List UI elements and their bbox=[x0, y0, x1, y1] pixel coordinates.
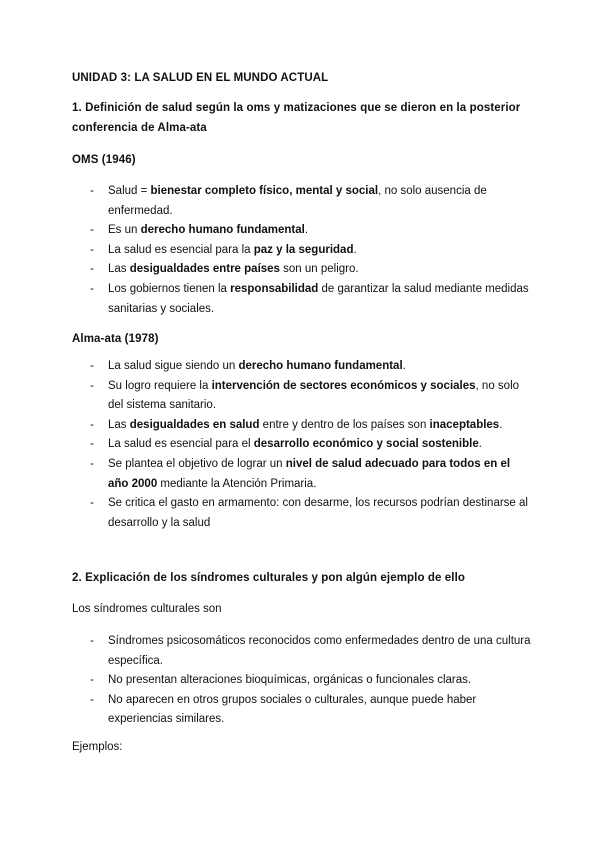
list-item bbox=[72, 494, 532, 533]
list-item-text bbox=[108, 283, 529, 315]
list-item bbox=[72, 280, 532, 319]
list-item bbox=[72, 260, 532, 280]
list-item bbox=[72, 455, 532, 494]
list-item bbox=[72, 221, 532, 241]
bold-text: desigualdades entre países bbox=[129, 263, 280, 276]
bullet-dash: - bbox=[90, 457, 94, 470]
bullet-dash: - bbox=[90, 282, 94, 295]
text-run: Las bbox=[108, 418, 130, 431]
text-run: de garantizar la salud mediante medidas sanitarias y sociales. bbox=[108, 282, 529, 315]
question-1-title bbox=[72, 98, 542, 138]
bullet-dash: - bbox=[90, 438, 94, 451]
unit-title: UNIDAD 3: LA SALUD EN EL MUNDO ACTUAL bbox=[72, 72, 329, 84]
list-item-text bbox=[108, 674, 471, 686]
list-item-text bbox=[108, 458, 510, 490]
list-item-text bbox=[108, 419, 502, 431]
text-run: Su logro requiere la bbox=[108, 379, 212, 392]
text-run: , no solo del sistema sanitario. bbox=[108, 379, 520, 412]
text-run: . bbox=[353, 243, 357, 256]
bold-text: bienestar completo físico, mental y social bbox=[150, 185, 379, 197]
bullet-dash: - bbox=[90, 379, 94, 392]
bullet-dash: - bbox=[90, 360, 94, 372]
bold-text: inaceptables bbox=[429, 418, 500, 431]
list-item bbox=[72, 691, 532, 730]
text-run: La salud es esencial para el bbox=[108, 438, 254, 451]
bullet-dash: - bbox=[90, 418, 94, 431]
text-run: Se plantea el objetivo de lograr un bbox=[108, 457, 286, 470]
cultural-syndromes-intro: Los síndromes culturales son bbox=[72, 603, 222, 615]
text-run: . bbox=[499, 418, 503, 431]
bold-text: desigualdades en salud bbox=[129, 418, 260, 431]
bold-text: derecho humano fundamental bbox=[140, 224, 305, 237]
almaata-list bbox=[72, 357, 532, 533]
text-run: , no solo ausencia de enfermedad. bbox=[108, 185, 487, 217]
list-item-text bbox=[108, 185, 487, 217]
text-run: Los gobiernos tienen la bbox=[108, 282, 231, 295]
question-2-title: 2. Explicación de los síndromes culturales y pon algún ejemplo de ello bbox=[72, 572, 465, 584]
bold-text: responsabilidad bbox=[230, 282, 319, 295]
text-run: . bbox=[402, 360, 406, 372]
list-item-text bbox=[108, 224, 308, 236]
cultural-syndromes-list bbox=[72, 632, 532, 730]
bullet-dash: - bbox=[90, 497, 94, 510]
text-run: Es un bbox=[108, 224, 141, 237]
bullet-dash: - bbox=[90, 635, 94, 647]
list-item bbox=[72, 357, 532, 377]
bold-text: nivel de salud adecuado para todos en el año 2000 bbox=[108, 457, 511, 490]
list-item-text bbox=[108, 263, 359, 275]
list-item-text bbox=[108, 694, 476, 726]
bullet-dash: - bbox=[90, 263, 94, 276]
list-item-text bbox=[108, 244, 357, 256]
list-item-text bbox=[108, 438, 482, 450]
list-item bbox=[72, 671, 532, 691]
text-run: La salud es esencial para la bbox=[108, 243, 254, 256]
question-1-title-line-1: 1. Definición de salud según la oms y matizaciones que se dieron en la posterior bbox=[72, 102, 521, 114]
bullet-dash: - bbox=[90, 185, 94, 197]
list-item bbox=[72, 241, 532, 261]
list-item bbox=[72, 182, 532, 221]
text-run: . bbox=[478, 438, 482, 451]
bullet-dash: - bbox=[90, 224, 94, 237]
list-item-text bbox=[108, 380, 519, 412]
oms-heading: OMS (1946) bbox=[72, 154, 136, 166]
bullet-dash: - bbox=[90, 674, 94, 687]
text-run: Síndromes psicosomáticos reconocidos como enfermedades dentro de una cultura específica. bbox=[108, 635, 531, 667]
bullet-dash: - bbox=[90, 243, 94, 256]
question-1-title-line-2: conferencia de Alma-ata bbox=[72, 122, 207, 134]
examples-label: Ejemplos: bbox=[72, 741, 123, 753]
almaata-heading: Alma-ata (1978) bbox=[72, 333, 159, 345]
list-item bbox=[72, 632, 532, 671]
bold-text: desarrollo económico y social sostenible bbox=[253, 438, 479, 451]
text-run: No presentan alteraciones bioquímicas, orgánicas o funcionales claras. bbox=[108, 674, 472, 687]
bold-text: derecho humano fundamental bbox=[238, 360, 403, 372]
text-run: La salud sigue siendo un bbox=[108, 360, 239, 372]
text-run: Las bbox=[108, 263, 130, 276]
list-item bbox=[72, 435, 532, 455]
text-run: mediante la Atención Primaria. bbox=[157, 477, 317, 490]
oms-list bbox=[72, 182, 532, 319]
bold-text: paz y la seguridad bbox=[253, 243, 354, 256]
bold-text: intervención de sectores económicos y sociales bbox=[211, 379, 476, 392]
list-item-text bbox=[108, 635, 531, 667]
list-item-text bbox=[108, 360, 406, 372]
text-run: entre y dentro de los países son bbox=[259, 418, 430, 431]
list-item-text bbox=[108, 497, 528, 529]
list-item bbox=[72, 416, 532, 436]
text-run: son un peligro. bbox=[279, 263, 359, 276]
list-item bbox=[72, 377, 532, 416]
text-run: . bbox=[304, 224, 309, 237]
text-run: Se critica el gasto en armamento: con desarme, los recursos podrían destinarse al desarrollo y la salud bbox=[108, 497, 528, 529]
text-run: Salud = bbox=[108, 185, 151, 197]
text-run: No aparecen en otros grupos sociales o culturales, aunque puede haber experiencias similares. bbox=[108, 693, 477, 726]
bullet-dash: - bbox=[90, 693, 94, 706]
